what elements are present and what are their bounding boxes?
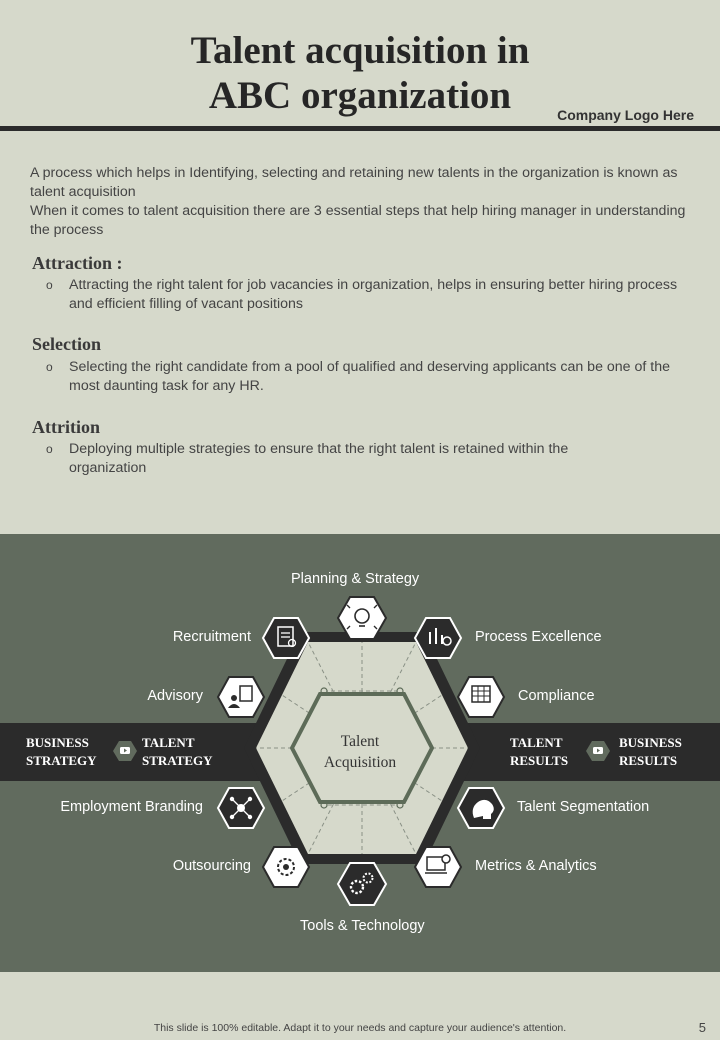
band-business-results: BUSINESS RESULTS <box>619 735 682 768</box>
intro-line-1: A process which helps in Identifying, selecting and retaining new talents in the organization is known as talent acquisition <box>30 165 678 200</box>
metrics-analytics-icon <box>415 847 461 887</box>
section-heading-attraction: Attraction : <box>32 253 123 273</box>
label-planning-strategy: Planning & Strategy <box>291 571 420 587</box>
intro-line-2: When it comes to talent acquisition there are 3 essential steps that help hiring manager in understanding the process <box>30 203 686 238</box>
outsourcing-icon <box>263 847 309 887</box>
talent-segmentation-icon <box>458 788 504 828</box>
label-talent-segmentation: Talent Segmentation <box>517 799 650 815</box>
page-number: 5 <box>698 1020 706 1035</box>
bullet-marker: o <box>46 278 53 292</box>
section-bullet-selection: o Selecting the right candidate from a pool of qualified and deserving applicants can be one of the most daunting task for any HR. <box>46 359 671 394</box>
label-outsourcing: Outsourcing <box>172 858 251 874</box>
header-divider <box>0 126 720 131</box>
label-compliance: Compliance <box>518 688 595 704</box>
band-talent-results: TALENT RESULTS <box>510 735 569 768</box>
label-employment-branding: Employment Branding <box>60 799 203 815</box>
band-badge-left <box>113 741 137 761</box>
footer-note: This slide is 100% editable. Adapt it to your needs and capture your audience's attention. <box>153 1022 567 1034</box>
bullet-marker: o <box>46 442 53 456</box>
band-badge-right <box>586 741 610 761</box>
label-recruitment: Recruitment <box>172 629 251 645</box>
label-tools-technology: Tools & Technology <box>300 918 425 934</box>
title-line-2: ABC organization <box>208 74 512 117</box>
center-label: Talent Acquisition <box>323 733 397 771</box>
employment-branding-icon <box>218 788 264 828</box>
section-heading-attrition: Attrition <box>32 417 100 437</box>
intro-text <box>30 164 695 240</box>
band-business-strategy: BUSINESS STRATEGY <box>26 735 97 768</box>
page-title <box>150 28 570 118</box>
label-metrics-analytics: Metrics & Analytics <box>475 858 597 874</box>
title-line-1: Talent acquisition in <box>190 29 530 72</box>
company-logo-text: Company Logo Here <box>557 107 694 123</box>
process-excellence-icon <box>415 618 461 658</box>
section-bullet-attraction: o Attracting the right talent for job vacancies in organization, helps in ensuring better hiring process and efficient filling of vacant positions <box>46 277 678 312</box>
label-advisory: Advisory <box>147 688 203 704</box>
section-bullet-attrition: o Deploying multiple strategies to ensure that the right talent is retained within the organization <box>46 441 569 476</box>
label-process-excellence: Process Excellence <box>475 629 602 645</box>
advisory-icon <box>218 677 264 717</box>
band-talent-strategy: TALENT STRATEGY <box>142 735 213 768</box>
compliance-icon <box>458 677 504 717</box>
section-heading-selection: Selection <box>32 334 101 354</box>
bullet-marker: o <box>46 360 53 374</box>
recruitment-icon <box>263 618 309 658</box>
tools-technology-icon <box>338 863 386 905</box>
